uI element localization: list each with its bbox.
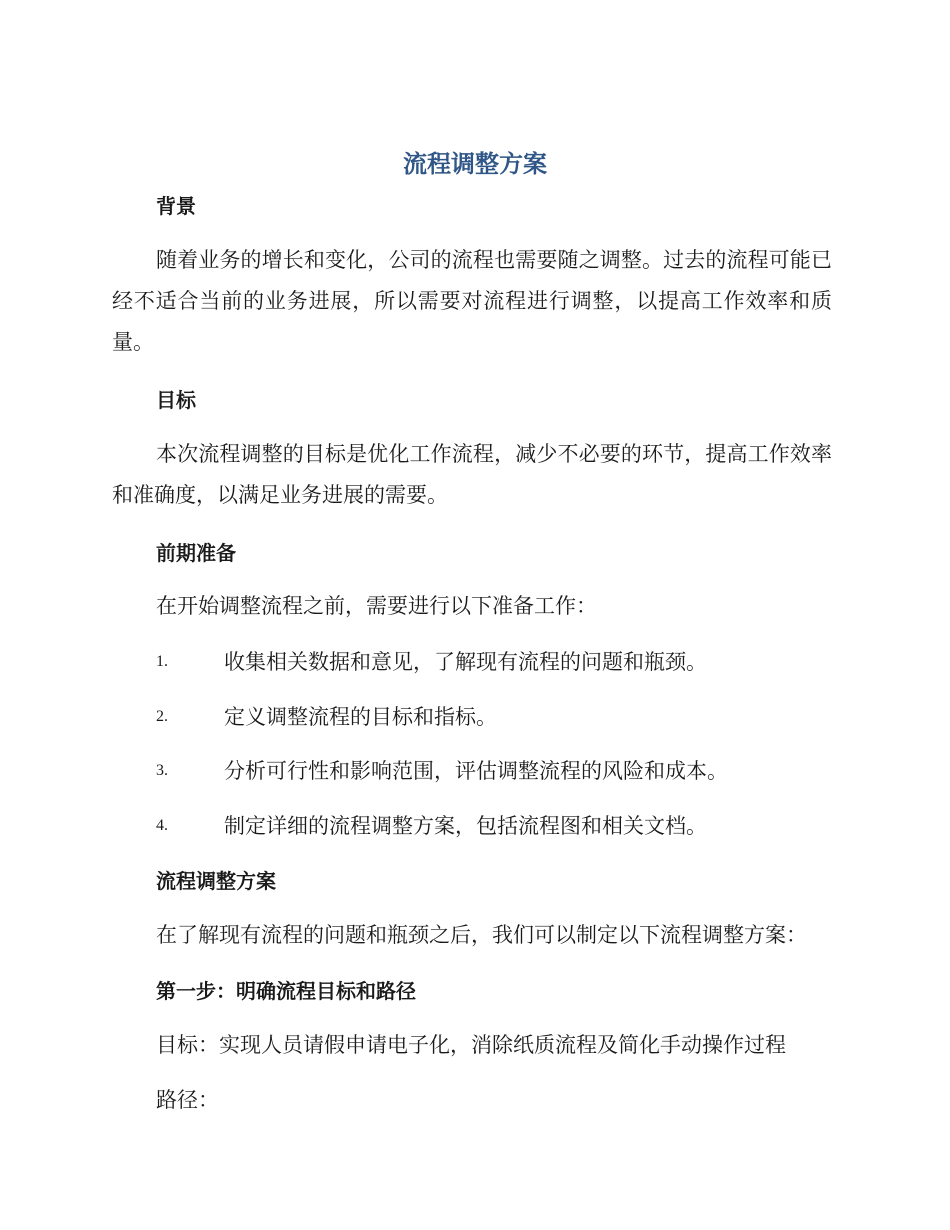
- section-heading-goal: 目标: [156, 388, 196, 412]
- section-heading-background: 背景: [156, 194, 196, 218]
- list-item-text: 定义调整流程的目标和指标。: [224, 705, 497, 729]
- step1-heading: 第一步：明确流程目标和路径: [156, 979, 416, 1003]
- list-item-number: 1.: [156, 653, 168, 670]
- list-item: [156, 811, 856, 841]
- list-item-number: 3.: [156, 762, 168, 779]
- list-item: [156, 756, 856, 786]
- section-heading-preparation: 前期准备: [156, 541, 236, 565]
- preparation-intro: 在开始调整流程之前，需要进行以下准备工作：: [156, 594, 597, 618]
- section-heading-plan: 流程调整方案: [156, 869, 276, 893]
- list-item-number: 2.: [156, 708, 168, 725]
- goal-paragraph: 本次流程调整的目标是优化工作流程，减少不必要的环节，提高工作效率和准确度，以满足业务进展的需要。: [112, 442, 832, 507]
- step1-path: 路径：: [156, 1088, 219, 1112]
- plan-intro: 在了解现有流程的问题和瓶颈之后，我们可以制定以下流程调整方案：: [156, 923, 807, 947]
- background-paragraph: 随着业务的增长和变化，公司的流程也需要随之调整。过去的流程可能已经不适合当前的业务进展，所以需要对流程进行调整，以提高工作效率和质量。: [112, 248, 832, 354]
- list-item-text: 收集相关数据和意见，了解现有流程的问题和瓶颈。: [224, 650, 707, 674]
- document-title: 流程调整方案: [403, 150, 547, 178]
- list-item-number: 4.: [156, 817, 168, 834]
- list-item: [156, 702, 856, 732]
- list-item-text: 分析可行性和影响范围，评估调整流程的风险和成本。: [224, 759, 728, 783]
- list-item: [156, 647, 856, 677]
- step1-goal: 目标：实现人员请假申请电子化，消除纸质流程及简化手动操作过程: [156, 1033, 786, 1057]
- list-item-text: 制定详细的流程调整方案，包括流程图和相关文档。: [224, 814, 707, 838]
